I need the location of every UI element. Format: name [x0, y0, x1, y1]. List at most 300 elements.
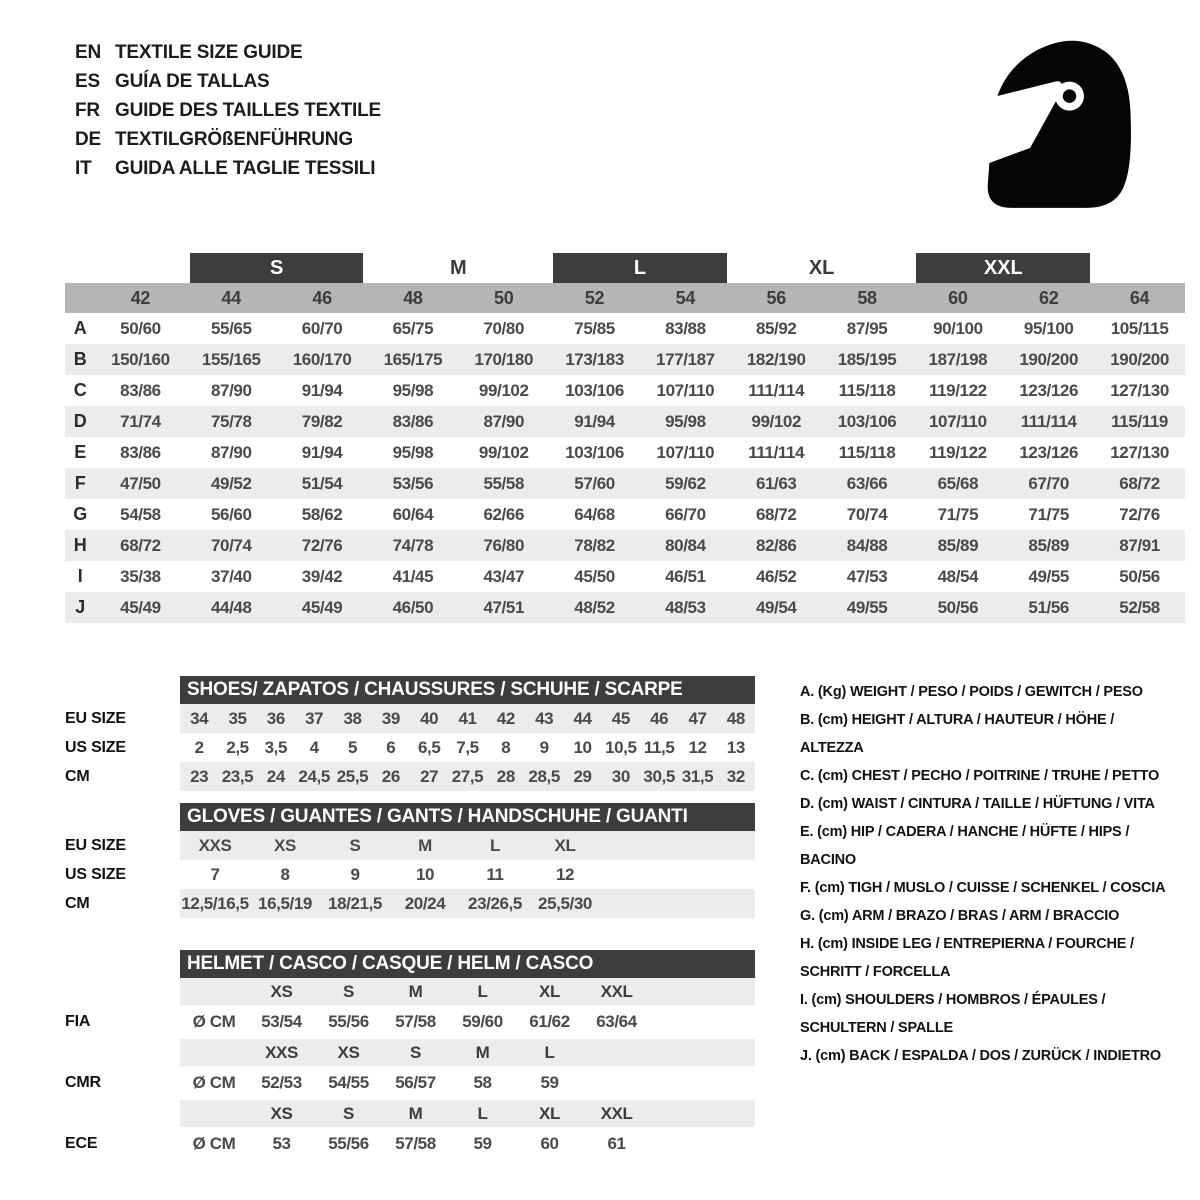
- size-row-label: EU SIZE: [65, 836, 126, 854]
- size-value: 31,5: [681, 766, 714, 786]
- size-row-label: US SIZE: [65, 738, 126, 756]
- size-column-header: 42: [130, 287, 151, 308]
- textile-size-table: [65, 253, 1185, 623]
- size-value: 45: [611, 708, 630, 728]
- size-value: M: [418, 835, 432, 855]
- racing-helmet-icon: [972, 34, 1138, 212]
- measurement-row-label: H: [73, 535, 87, 555]
- measurement-value-cell: 60/64: [392, 504, 434, 524]
- size-value: 16,5/19: [258, 893, 312, 913]
- size-value: 37: [305, 708, 324, 728]
- group-spacer: [1094, 253, 1185, 283]
- size-row-spacer: [65, 283, 95, 313]
- helmet-size-row: [65, 978, 755, 1005]
- measurement-value-cell: 58/62: [301, 504, 343, 524]
- measurement-value-cell: 45/49: [120, 597, 161, 617]
- measurement-value-cell: 70/74: [210, 535, 252, 555]
- section-header: [180, 676, 755, 704]
- measurement-value-cell: 71/75: [1028, 504, 1069, 524]
- standard-label: FIA: [65, 1013, 91, 1030]
- size-value: 25,5/30: [538, 893, 592, 913]
- legend-item: H. (cm) INSIDE LEG / ENTREPIERNA / FOURCHE / SCHRITT / FORCELLA: [800, 936, 1134, 980]
- measurement-value-cell: 115/118: [838, 380, 896, 400]
- measurement-value-cell: 103/106: [565, 380, 624, 400]
- measurement-value-cell: 52/58: [1119, 597, 1160, 617]
- helmet-size-label: [583, 1039, 650, 1066]
- size-value: 10: [573, 737, 592, 757]
- measurement-value-cell: 111/114: [748, 380, 805, 400]
- measurement-value-cell: 115/119: [1111, 411, 1168, 431]
- size-value: S: [349, 835, 361, 855]
- measurement-row-label: F: [74, 473, 86, 493]
- measurement-value-cell: 65/75: [392, 318, 434, 338]
- size-value: 8: [501, 737, 511, 757]
- size-column-header: 60: [948, 287, 968, 308]
- helmet-size-label: XXL: [600, 981, 633, 1001]
- measurement-value-cell: 103/106: [837, 411, 897, 431]
- helmet-size-label: S: [343, 1103, 354, 1123]
- measurement-value-cell: 127/130: [1110, 380, 1169, 400]
- lang-code: IT: [75, 158, 92, 179]
- helmet-value-cells: [180, 1066, 650, 1100]
- size-value: 27: [420, 766, 439, 786]
- measurement-row-label: G: [73, 504, 87, 524]
- measurement-value-cell: 160/170: [292, 349, 352, 369]
- helmet-size-cells: [180, 1100, 650, 1127]
- size-value: 43: [535, 708, 554, 728]
- helmet-size-values: [180, 1039, 755, 1066]
- helmet-size-label: XL: [539, 981, 560, 1001]
- size-value: 44: [573, 708, 592, 728]
- measurement-row: [65, 499, 1185, 530]
- measurement-value-cell: 87/90: [210, 442, 252, 462]
- helmet-size-value: 58: [473, 1073, 492, 1092]
- size-value: 48: [726, 708, 745, 728]
- measurement-row: [65, 530, 1185, 561]
- measurement-value-cell: 80/84: [665, 535, 706, 555]
- measurement-value-cell: 127/130: [1110, 442, 1169, 462]
- size-row-label: EU SIZE: [65, 709, 126, 727]
- size-value: 24,5: [298, 766, 330, 786]
- size-group-label: S: [190, 253, 364, 283]
- measurement-value-cell: 49/52: [210, 473, 252, 493]
- size-row: [65, 704, 755, 733]
- measurement-value-cell: 91/94: [301, 442, 343, 462]
- measurement-value-cell: 48/53: [665, 597, 706, 617]
- textile-size-grid: [65, 253, 1185, 623]
- measurement-value-cell: 61/63: [755, 473, 797, 493]
- size-row-values: [180, 860, 755, 889]
- lang-row: [75, 96, 381, 125]
- size-value: 7,5: [456, 737, 479, 757]
- helmet-header-bar: HELMET / CASCO / CASQUE / HELM / CASCO: [180, 950, 755, 978]
- measurement-value-cell: 79/82: [301, 411, 343, 431]
- size-group-label: L: [553, 253, 727, 283]
- measurement-value-cell: 50/60: [120, 318, 161, 338]
- measurement-row-label: A: [73, 318, 87, 338]
- measurement-value-cell: 45/49: [301, 597, 343, 617]
- legend-item: C. (cm) CHEST / PECHO / POITRINE / TRUHE / PETTO: [800, 768, 1160, 784]
- measurement-value-cell: 56/60: [210, 504, 252, 524]
- size-value: 28: [496, 766, 515, 786]
- helmet-size-value: 63/64: [596, 1012, 637, 1031]
- measurement-value-cell: 55/65: [210, 318, 252, 338]
- lang-title: GUIDE DES TAILLES TEXTILE: [115, 100, 381, 121]
- measurement-value-cell: 76/80: [483, 535, 524, 555]
- size-row-values: [180, 889, 755, 918]
- standard-label: CMR: [65, 1074, 101, 1091]
- legend-item: E. (cm) HIP / CADERA / HANCHE / HÜFTE / HIPS / BACINO: [800, 824, 1130, 868]
- helmet-size-value: 57/58: [395, 1134, 436, 1153]
- size-value: 5: [347, 737, 358, 757]
- helmet-size-row: [65, 1039, 755, 1066]
- measurement-value-cell: 51/54: [301, 473, 343, 493]
- lang-title: TEXTILGRÖßENFÜHRUNG: [115, 129, 353, 150]
- size-value: 26: [381, 766, 400, 786]
- measurement-value-cell: 49/55: [846, 597, 888, 617]
- size-row: [65, 860, 755, 889]
- size-column-header: 58: [857, 287, 877, 308]
- measurement-value-cell: 48/54: [937, 566, 979, 586]
- size-group-cell: [912, 253, 1094, 283]
- measurement-value-cell: 49/55: [1028, 566, 1069, 586]
- measurement-value-cell: 123/126: [1019, 442, 1079, 462]
- measurement-value-cell: 53/56: [392, 473, 434, 493]
- helmet-size-value: 54/55: [328, 1073, 369, 1092]
- size-value: 10: [415, 864, 435, 884]
- helmet-size-values: [180, 978, 755, 1005]
- measurement-value-cell: 63/66: [846, 473, 888, 493]
- measurement-value-cell: 95/98: [665, 411, 706, 431]
- size-value: 9: [350, 864, 360, 884]
- size-value: 13: [726, 737, 745, 757]
- helmet-size-value: 55/56: [328, 1012, 369, 1031]
- unit-label: Ø CM: [192, 1073, 236, 1092]
- measurement-value-cell: 87/90: [483, 411, 524, 431]
- helmet-size-label: L: [477, 981, 488, 1001]
- size-row-values: [180, 831, 755, 860]
- helmet-size-label: XS: [270, 1103, 293, 1123]
- size-value: 30: [611, 766, 630, 786]
- helmet-size-row: [65, 1100, 755, 1127]
- measurement-value-cell: 105/115: [1110, 318, 1169, 338]
- measurement-value-cell: 67/70: [1028, 473, 1069, 493]
- measurement-value-cell: 103/106: [565, 442, 624, 462]
- measurement-value-cell: 68/72: [1119, 473, 1160, 493]
- size-header-row: [65, 283, 1185, 313]
- measurement-value-cell: 46/50: [392, 597, 434, 617]
- size-row-label: US SIZE: [65, 865, 126, 883]
- measurement-row-label: B: [73, 349, 87, 369]
- helmet-value-row: [65, 1127, 755, 1161]
- helmet-size-label: XS: [337, 1042, 360, 1062]
- measurement-value-cell: 87/95: [846, 318, 888, 338]
- measurement-value-cell: 150/160: [111, 349, 170, 369]
- gloves-size-table: [65, 803, 755, 918]
- measurement-value-cell: 95/98: [392, 380, 434, 400]
- measurement-value-cell: 190/200: [1110, 349, 1169, 369]
- helmet-values: [180, 1066, 755, 1100]
- size-value: 23: [190, 766, 209, 786]
- size-group-cell: [731, 253, 913, 283]
- measurement-value-cell: 49/54: [755, 597, 797, 617]
- measurement-value-cell: 47/50: [120, 473, 161, 493]
- measurement-value-cell: 82/86: [755, 535, 797, 555]
- legend-item: B. (cm) HEIGHT / ALTURA / HAUTEUR / HÖHE / ALTEZZA: [800, 712, 1115, 756]
- size-group-row: [65, 253, 1185, 283]
- size-value: 40: [420, 708, 439, 728]
- size-column-header: 48: [403, 287, 423, 308]
- helmet-size-label: S: [343, 981, 354, 1001]
- measurement-value-cell: 83/86: [120, 380, 161, 400]
- size-row: [65, 831, 755, 860]
- size-row-values: [180, 762, 755, 791]
- size-value: 32: [726, 766, 745, 786]
- size-cells: [180, 860, 600, 889]
- size-value: 28,5: [528, 766, 560, 786]
- size-cells: [180, 889, 600, 918]
- measurement-value-cell: 119/122: [929, 442, 987, 462]
- measurement-value-cell: 75/85: [574, 318, 615, 338]
- measurement-value-cell: 185/195: [837, 349, 897, 369]
- measurement-value-cell: 111/114: [748, 442, 805, 462]
- measurement-value-cell: 72/76: [301, 535, 343, 555]
- section-label-spacer: [65, 803, 180, 831]
- size-value: XXS: [198, 835, 232, 855]
- measurement-value-cell: 47/51: [483, 597, 524, 617]
- measurement-value-cell: 119/122: [929, 380, 987, 400]
- size-value: 38: [343, 708, 362, 728]
- size-column-header: 62: [1038, 287, 1059, 308]
- size-value: 9: [539, 737, 549, 757]
- size-value: 4: [309, 737, 319, 757]
- measurement-value-cell: 85/89: [937, 535, 979, 555]
- helmet-values: [180, 1005, 755, 1039]
- measurement-value-cell: 99/102: [478, 380, 529, 400]
- measurement-value-cell: 173/183: [565, 349, 624, 369]
- legend-item: I. (cm) SHOULDERS / HOMBROS / ÉPAULES / SCHULTERN / SPALLE: [800, 992, 1106, 1036]
- measurement-row: [65, 344, 1185, 375]
- measurement-value-cell: 45/50: [574, 566, 615, 586]
- unit-spacer: [180, 978, 248, 1005]
- lang-title: TEXTILE SIZE GUIDE: [115, 42, 303, 63]
- section-header: [180, 950, 755, 978]
- size-cells: [180, 733, 755, 762]
- measurement-value-cell: 83/86: [120, 442, 161, 462]
- helmet-values: [180, 1127, 755, 1161]
- size-column-header: 46: [312, 287, 332, 308]
- section-header-row: [65, 950, 755, 978]
- measurement-value-cell: 70/74: [846, 504, 888, 524]
- measurement-row: [65, 406, 1185, 437]
- measurement-value-cell: 177/187: [656, 349, 715, 369]
- measurement-value-cell: 95/100: [1023, 318, 1074, 338]
- helmet-size-cells: [180, 978, 650, 1005]
- group-spacer: [65, 253, 186, 283]
- size-column-header: 44: [221, 287, 241, 308]
- measurement-value-cell: 85/89: [1028, 535, 1069, 555]
- measurement-value-cell: 46/52: [755, 566, 797, 586]
- size-column-header: 52: [584, 287, 605, 308]
- helmet-size-value: 59/60: [462, 1012, 503, 1031]
- lang-code: DE: [75, 129, 101, 150]
- measurement-value-cell: 170/180: [474, 349, 534, 369]
- measurement-value-cell: 78/82: [574, 535, 615, 555]
- lang-row: [75, 38, 381, 67]
- helmet-size-label: L: [477, 1103, 488, 1123]
- size-value: 12: [688, 737, 707, 757]
- helmet-size-value: 59: [473, 1134, 492, 1153]
- size-row-label: CM: [65, 767, 90, 785]
- measurement-value-cell: 43/47: [483, 566, 524, 586]
- measurement-value-cell: 95/98: [392, 442, 434, 462]
- size-value: 2: [194, 737, 204, 757]
- measurement-value-cell: 83/88: [665, 318, 706, 338]
- size-group-cell: [367, 253, 549, 283]
- size-value: 23/26,5: [468, 893, 522, 913]
- helmet-size-cells: [180, 1039, 650, 1066]
- measurement-row: [65, 561, 1185, 592]
- size-value: 3,5: [264, 737, 288, 757]
- size-row: [65, 733, 755, 762]
- size-value: 36: [266, 708, 285, 728]
- helmet-size-label: XL: [539, 1103, 560, 1123]
- measurement-value-cell: 84/88: [846, 535, 888, 555]
- legend-item: D. (cm) WAIST / CINTURA / TAILLE / HÜFTUNG / VITA: [800, 796, 1155, 812]
- measurement-value-cell: 91/94: [301, 380, 343, 400]
- size-value: XS: [274, 835, 296, 855]
- helmet-size-value: 53/54: [261, 1012, 302, 1031]
- size-value: 20/24: [404, 893, 446, 913]
- helmet-size-value: 61/62: [529, 1012, 570, 1031]
- helmet-size-label: XXL: [600, 1103, 633, 1123]
- measurement-value-cell: 65/68: [937, 473, 979, 493]
- measurement-row-label: I: [77, 566, 83, 586]
- measurement-value-cell: 90/100: [933, 318, 983, 338]
- lang-title: GUIDA ALLE TAGLIE TESSILI: [115, 158, 376, 179]
- size-value: 12,5/16,5: [181, 893, 249, 913]
- size-row-label-spacer: [65, 978, 180, 1005]
- size-row-label-spacer: [65, 1039, 180, 1066]
- size-value: XL: [554, 835, 576, 855]
- size-column-header: 64: [1129, 287, 1150, 308]
- measurement-value-cell: 46/51: [665, 566, 706, 586]
- measurement-row-label: C: [73, 380, 87, 400]
- helmet-size-table: [65, 950, 755, 1161]
- size-value: 24: [266, 766, 285, 786]
- measurement-value-cell: 54/58: [120, 504, 161, 524]
- lang-row: [75, 154, 381, 183]
- measurement-value-cell: 190/200: [1019, 349, 1079, 369]
- measurement-value-cell: 71/74: [120, 411, 161, 431]
- size-value: 8: [280, 864, 290, 884]
- measurement-value-cell: 55/58: [483, 473, 524, 493]
- helmet-size-label: M: [408, 981, 423, 1001]
- measurement-value-cell: 72/76: [1119, 504, 1160, 524]
- section-header-row: [65, 803, 755, 831]
- measurement-value-cell: 87/90: [210, 380, 252, 400]
- helmet-size-label: XXS: [265, 1042, 298, 1062]
- helmet-size-label: S: [410, 1042, 421, 1062]
- measurement-value-cell: 107/110: [929, 411, 987, 431]
- gloves-header-bar: GLOVES / GUANTES / GANTS / HANDSCHUHE / GUANTI: [180, 803, 755, 831]
- lang-title: GUÍA DE TALLAS: [115, 71, 270, 92]
- size-group-label: M: [449, 257, 467, 279]
- section-label-spacer: [65, 676, 180, 704]
- size-value: 29: [573, 766, 592, 786]
- size-value: 11,5: [643, 737, 675, 757]
- helmet-size-label: L: [544, 1042, 555, 1062]
- size-value: 30,5: [643, 766, 675, 786]
- measurement-value-cell: 123/126: [1019, 380, 1079, 400]
- unit-spacer: [180, 1100, 248, 1127]
- legend-item: J. (cm) BACK / ESPALDA / DOS / ZURÜCK / INDIETRO: [800, 1048, 1161, 1064]
- measurement-value-cell: 75/78: [210, 411, 252, 431]
- helmet-value-row: [65, 1005, 755, 1039]
- helmet-value-cells: [180, 1005, 650, 1039]
- size-group-cell: [549, 253, 731, 283]
- size-value: 47: [688, 708, 707, 728]
- measurement-value-cell: 155/165: [201, 349, 261, 369]
- helmet-size-value: [583, 1066, 650, 1100]
- lang-row: [75, 125, 381, 154]
- measurement-value-cell: 47/53: [846, 566, 888, 586]
- section-header-row: [65, 676, 755, 704]
- size-value: 42: [496, 708, 515, 728]
- size-column-header: 54: [675, 287, 696, 308]
- size-row-label-spacer: [65, 1100, 180, 1127]
- measurement-row: [65, 592, 1185, 623]
- size-value: 12: [555, 864, 575, 884]
- size-value: 18/21,5: [328, 893, 382, 913]
- size-value: 25,5: [336, 766, 369, 786]
- helmet-size-label: M: [408, 1103, 423, 1123]
- size-value: 23,5: [221, 766, 254, 786]
- measurement-value-cell: 115/118: [838, 442, 896, 462]
- measurement-value-cell: 74/78: [392, 535, 434, 555]
- measurement-row: [65, 375, 1185, 406]
- size-value: 34: [190, 708, 209, 728]
- helmet-size-value: 53: [272, 1134, 291, 1153]
- size-row-label: CM: [65, 894, 90, 912]
- helmet-size-value: 59: [540, 1073, 559, 1092]
- measurement-value-cell: 62/66: [483, 504, 524, 524]
- lang-code: FR: [75, 100, 100, 121]
- measurement-value-cell: 35/38: [120, 566, 161, 586]
- measurement-value-cell: 64/68: [574, 504, 615, 524]
- measurement-value-cell: 87/91: [1119, 535, 1160, 555]
- measurement-value-cell: 91/94: [574, 411, 615, 431]
- helmet-value-row: [65, 1066, 755, 1100]
- measurement-value-cell: 70/80: [483, 318, 524, 338]
- measurement-row: [65, 468, 1185, 499]
- section-header: [180, 803, 755, 831]
- size-value: 41: [458, 708, 477, 728]
- measurement-row: [65, 313, 1185, 344]
- standard-label: ECE: [65, 1135, 98, 1152]
- measurement-value-cell: 99/102: [478, 442, 529, 462]
- unit-label: Ø CM: [192, 1134, 236, 1153]
- measurement-value-cell: 99/102: [751, 411, 802, 431]
- size-cells: [180, 831, 600, 860]
- size-column-header: 56: [766, 287, 786, 308]
- unit-label: Ø CM: [192, 1012, 236, 1031]
- size-value: 39: [381, 708, 400, 728]
- legend-item: F. (cm) TIGH / MUSLO / CUISSE / SCHENKEL / COSCIA: [800, 880, 1166, 896]
- size-value: 6: [386, 737, 396, 757]
- measurement-value-cell: 44/48: [210, 597, 252, 617]
- measurement-value-cell: 50/56: [1119, 566, 1160, 586]
